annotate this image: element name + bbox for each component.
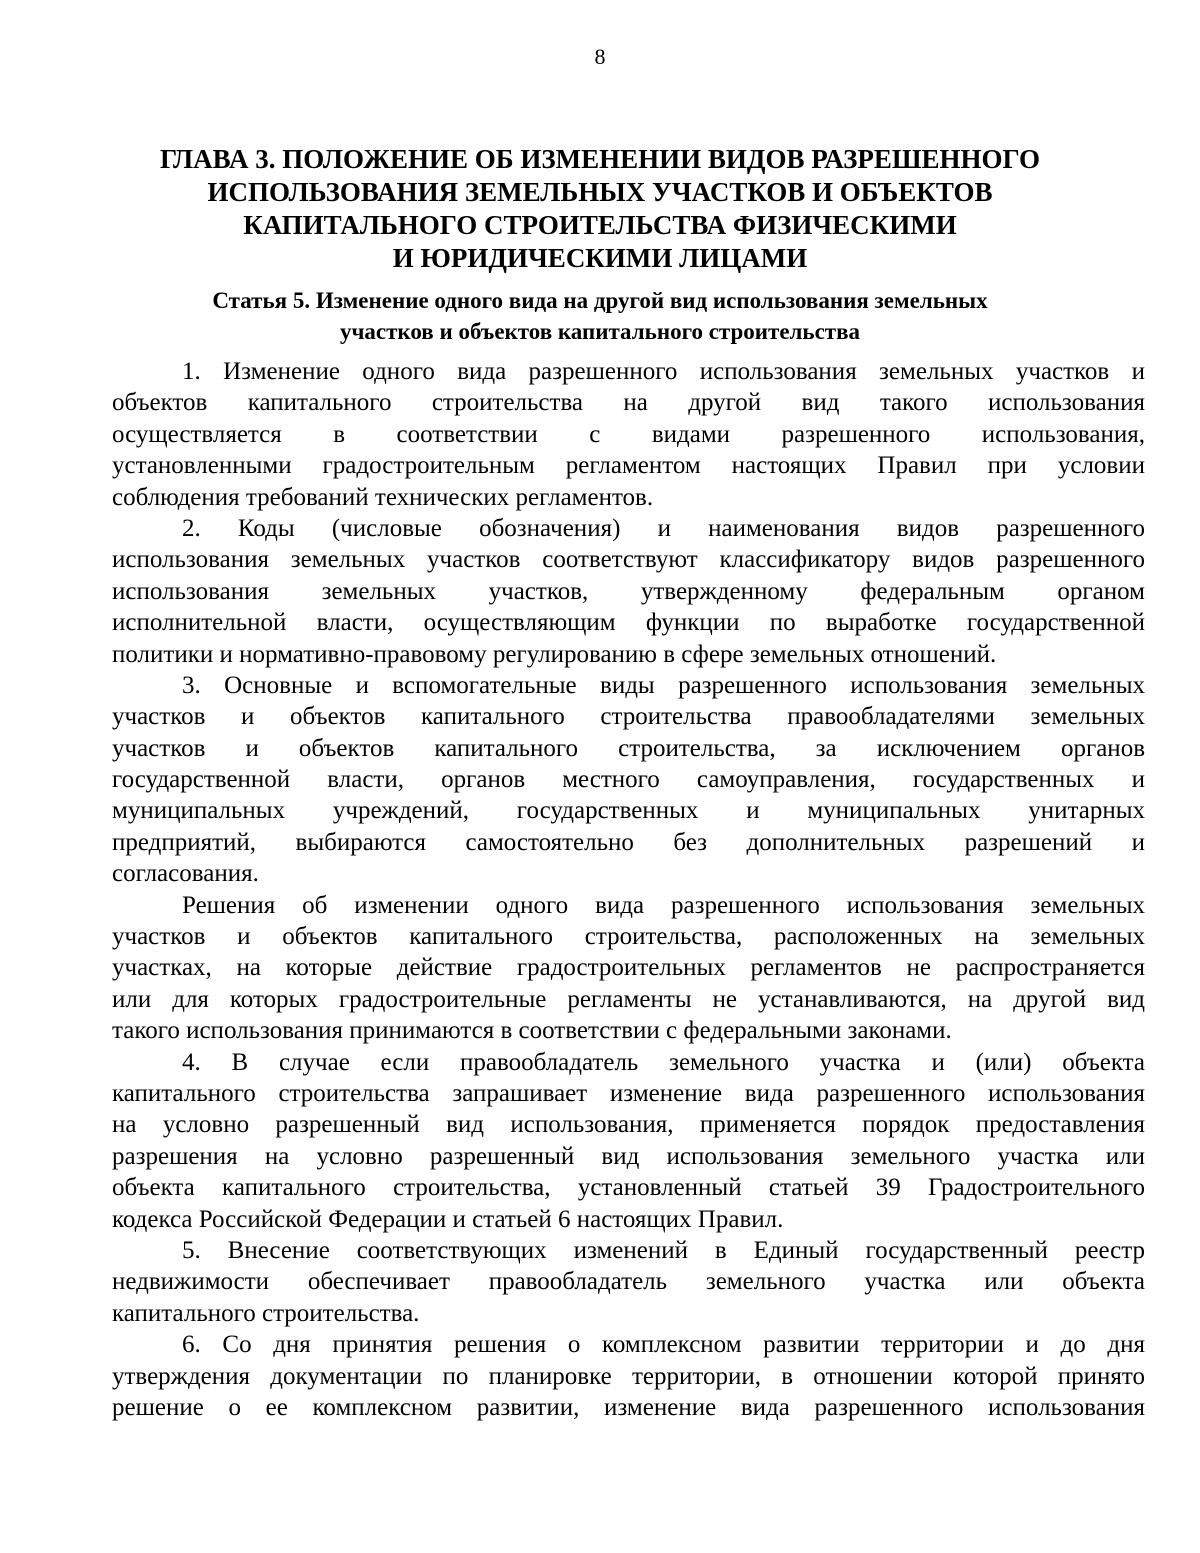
paragraph-line: согласования.	[112, 860, 259, 888]
paragraph-line: политики и нормативно-правовому регулированию в сфере земельных отношений.	[112, 640, 997, 668]
paragraph-line: участков и объектов капитального строительства, за исключением органов	[112, 734, 1145, 762]
paragraph-line: капитального строительства.	[112, 1299, 420, 1327]
paragraph-line: Решения об изменении одного вида разрешенного использования земельных	[182, 891, 1145, 919]
article-body	[112, 356, 1145, 1423]
paragraph-line: или для которых градостроительные регламенты не устанавливаются, на другой вид	[112, 985, 1145, 1013]
paragraph-line: на условно разрешенный вид использования, применяется порядок предоставления	[112, 1111, 1145, 1139]
paragraph-line: разрешения на условно разрешенный вид использования земельного участка или	[112, 1142, 1145, 1170]
paragraph-line: 4. В случае если правообладатель земельного участка и (или) объекта	[182, 1048, 1145, 1076]
paragraph-line: 6. Со дня принятия решения о комплексном развитии территории и до дня	[182, 1331, 1145, 1359]
paragraph-line: кодекса Российской Федерации и статьей 6 настоящих Правил.	[112, 1205, 784, 1233]
paragraph-line: 2. Коды (числовые обозначения) и наименования видов разрешенного	[182, 514, 1145, 542]
paragraph-line: 1. Изменение одного вида разрешенного использования земельных участков и	[182, 358, 1145, 385]
paragraph-line: участков и объектов капитального строительства, расположенных на земельных	[112, 923, 1145, 951]
paragraph-line: соблюдения требований технических регламентов.	[112, 483, 654, 511]
paragraph-line: 3. Основные и вспомогательные виды разрешенного использования земельных	[182, 671, 1145, 699]
paragraph-line: предприятий, выбираются самостоятельно без дополнительных разрешений и	[112, 828, 1145, 856]
paragraph-line: утверждения документации по планировке территории, в отношении которой принято	[112, 1362, 1145, 1390]
page-number: 8	[594, 44, 606, 69]
article-title	[130, 285, 1070, 347]
chapter-title-line: И ЮРИДИЧЕСКИМИ ЛИЦАМИ	[392, 243, 808, 273]
paragraph-line: участков и объектов капитального строительства правообладателями земельных	[112, 703, 1145, 731]
article-title-line: Статья 5. Изменение одного вида на другой вид использования земельных	[212, 288, 988, 313]
paragraph	[112, 1235, 1145, 1329]
paragraph-line: установленными градостроительным регламентом настоящих Правил при условии	[112, 452, 1145, 480]
paragraph-line: недвижимости обеспечивает правообладатель земельного участка или объекта	[112, 1268, 1145, 1296]
chapter-title	[150, 143, 1050, 275]
paragraph-line: муниципальных учреждений, государственных и муниципальных унитарных	[112, 797, 1145, 825]
chapter-title-line: ГЛАВА 3. ПОЛОЖЕНИЕ ОБ ИЗМЕНЕНИИ ВИДОВ РАЗРЕШЕННОГО	[159, 144, 1041, 174]
paragraph-line: капитального строительства запрашивает изменение вида разрешенного использования	[112, 1079, 1145, 1107]
paragraph-line: 5. Внесение соответствующих изменений в Единый государственный реестр	[182, 1236, 1145, 1264]
paragraph	[112, 513, 1145, 670]
paragraph	[112, 356, 1145, 513]
paragraph	[112, 890, 1145, 1047]
paragraph-line: использования земельных участков соответствуют классификатору видов разрешенного	[112, 546, 1145, 574]
paragraph-line: объектов капитального строительства на другой вид такого использования	[112, 389, 1145, 417]
paragraph-line: исполнительной власти, осуществляющим функции по выработке государственной	[112, 609, 1145, 637]
chapter-title-line: КАПИТАЛЬНОГО СТРОИТЕЛЬСТВА ФИЗИЧЕСКИМИ	[243, 210, 957, 240]
paragraph-line: объекта капитального строительства, установленный статьей 39 Градостроительного	[112, 1174, 1145, 1202]
paragraph-line: осуществляется в соответствии с видами разрешенного использования,	[112, 420, 1145, 448]
paragraph-line: использования земельных участков, утвержденному федеральным органом	[112, 577, 1145, 605]
paragraph-line: решение о ее комплексном развитии, изменение вида разрешенного использования	[112, 1393, 1145, 1421]
paragraph	[112, 1329, 1145, 1423]
paragraph-line: государственной власти, органов местного самоуправления, государственных и	[112, 766, 1145, 794]
paragraph	[112, 670, 1145, 890]
article-title-line: участков и объектов капитального строительства	[339, 319, 861, 344]
chapter-title-line: ИСПОЛЬЗОВАНИЯ ЗЕМЕЛЬНЫХ УЧАСТКОВ И ОБЪЕКТОВ	[207, 177, 993, 207]
paragraph	[112, 1047, 1145, 1235]
paragraph-line: участках, на которые действие градостроительных регламентов не распространяется	[112, 954, 1145, 982]
paragraph-line: такого использования принимаются в соответствии с федеральными законами.	[112, 1017, 952, 1045]
